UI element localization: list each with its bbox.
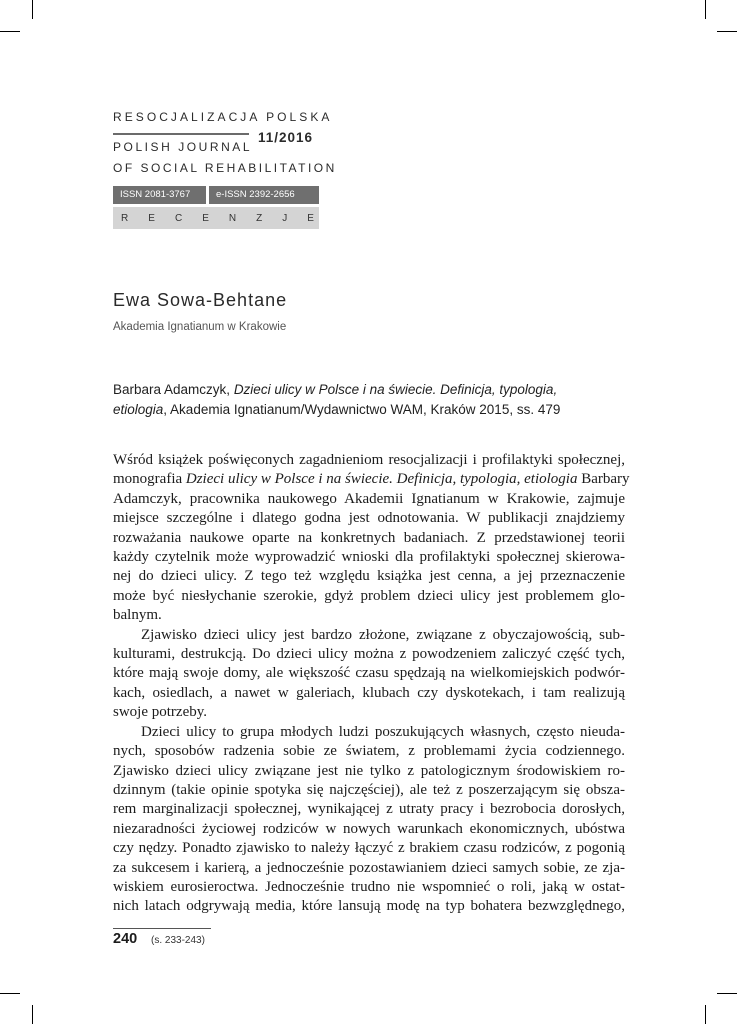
text-line: może być niesłychanie szerokie, gdyż problem dzieci ulicy jest problemem glo- (113, 587, 625, 604)
issn-row (113, 186, 319, 204)
text-line: Adamczyk, pracownika naukowego Akademii Ignatianum w Krakowie, zajmuje (113, 490, 625, 507)
book-author: Barbara Adamczyk, (113, 382, 234, 397)
text-line: Zjawisko dzieci ulicy związane jest nie tylko z patologicznym środowiskiem ro- (113, 762, 625, 779)
crop-mark (717, 31, 737, 32)
book-title-inline: Dzieci ulicy w Polsce i na świecie. Definicja, typologia, etiologia (185, 471, 578, 488)
text-line: za sukcesem i karierą, a jednocześnie pozostawianiem dzieci samych sobie, ze zja- (113, 859, 625, 876)
text-line: balnym. (113, 607, 162, 624)
text-line: nych, sposobów radzenia sobie ze światem, z problemami życia codziennego. (113, 743, 625, 760)
section-letter: N (228, 212, 237, 224)
page-number: 240 (113, 931, 138, 947)
author-name: Ewa Sowa-Behtane (113, 290, 288, 310)
journal-title-en: POLISH JOURNAL (113, 140, 253, 154)
text-line: Wśród książek poświęconych zagadnieniom resocjalizacji i profilaktyki społecznej, (113, 452, 625, 468)
journal-title-rule (113, 133, 249, 135)
author-affiliation: Akademia Ignatianum w Krakowie (113, 321, 287, 333)
issn-badge: ISSN 2081-3767 (113, 186, 206, 204)
article-body (113, 451, 630, 917)
text-line: swoje potrzeby. (113, 704, 207, 721)
text-line: monografia Dzieci ulicy w Polsce i na świecie. Definicja, typologia, etiologia Barbary (113, 471, 630, 488)
text-line: kulturami, destrukcją. Do dzieci ulicy można z powodzeniem zaliczyć część tych, (113, 646, 625, 663)
eissn-badge: e-ISSN 2392-2656 (209, 186, 319, 204)
text-line: nej do dzieci ulicy. Z tego też względu książka jest cenna, a jej przeznaczenie (113, 568, 625, 585)
section-letter: E (202, 212, 209, 224)
crop-mark (32, 0, 33, 19)
journal-title-en-2: OF SOCIAL REHABILITATION (113, 161, 337, 175)
crop-mark (0, 31, 20, 32)
crop-mark (32, 1005, 33, 1024)
journal-header (113, 110, 337, 175)
text-line: rem marginalizacji społecznej, wynikającej z utraty pracy i bezrobocia dorosłych, (113, 801, 625, 818)
crop-mark (717, 993, 737, 994)
section-letter: E (148, 212, 155, 224)
journal-title-pl: RESOCJALIZACJA POLSKA (113, 110, 333, 124)
text-line: dzinnym (takie opinie spotyka się najczęściej), ale też z poszerzającym się obsza- (113, 781, 625, 798)
text-line: wiskiem eurosieroctwa. Jednocześnie trudno nie wspomnieć o roli, jaką w ostat- (113, 878, 625, 895)
section-letter: J (282, 212, 288, 224)
section-label (113, 207, 319, 229)
book-reference (113, 380, 623, 420)
text-line: każdy czytelnik może wyprowadzić wnioski dla profilaktyki społecznej skierowa- (113, 549, 625, 566)
book-title: Dzieci ulicy w Polsce i na świecie. Definicja, typologia, (233, 382, 558, 397)
text-line: niezaradności życiowej rodziców w nowych warunkach ekonomicznych, ubóstwa (113, 820, 625, 837)
crop-mark (705, 0, 706, 19)
text-line: rozważania naukowe oparte na konkretnych badaniach. Z przedstawionej teorii (113, 529, 625, 546)
crop-mark (0, 993, 20, 994)
text-line: które mają swoje domy, ale większość czasu spędzają na wielkomiejskich podwór- (113, 665, 625, 682)
crop-mark (705, 1005, 706, 1024)
text-line: kach, osiedlach, a nawet w galeriach, klubach czy dyskotekach, i tam realizują (113, 684, 625, 701)
text-line: miejsce szczególne i dlatego godna jest odnotowania. W publikacji znajdziemy (113, 510, 625, 527)
footer-rule (113, 928, 211, 929)
section-letter: Z (256, 212, 263, 224)
page-range: (s. 233-243) (151, 935, 205, 946)
text-line: Dzieci ulicy to grupa młodych ludzi poszukujących własnych, często nieuda- (141, 723, 625, 740)
text-line: nich latach odgrywają media, które lansują modę na typ bohatera bezwzględnego, (113, 898, 625, 915)
book-title: etiologia (113, 402, 164, 417)
section-letter: E (307, 212, 314, 224)
section-letter: R (121, 212, 129, 224)
journal-issue: 11/2016 (258, 130, 314, 145)
section-letter: C (174, 212, 183, 224)
text-line: czy nędzy. Ponadto zjawisko to należy łączyć z brakiem czasu rodziców, z pogonią (113, 840, 625, 857)
text-line: Zjawisko dzieci ulicy jest bardzo złożone, związane z obyczajowością, sub- (141, 626, 625, 643)
book-publisher: , Akademia Ignatianum/Wydawnictwo WAM, Kraków 2015, ss. 479 (163, 402, 561, 417)
